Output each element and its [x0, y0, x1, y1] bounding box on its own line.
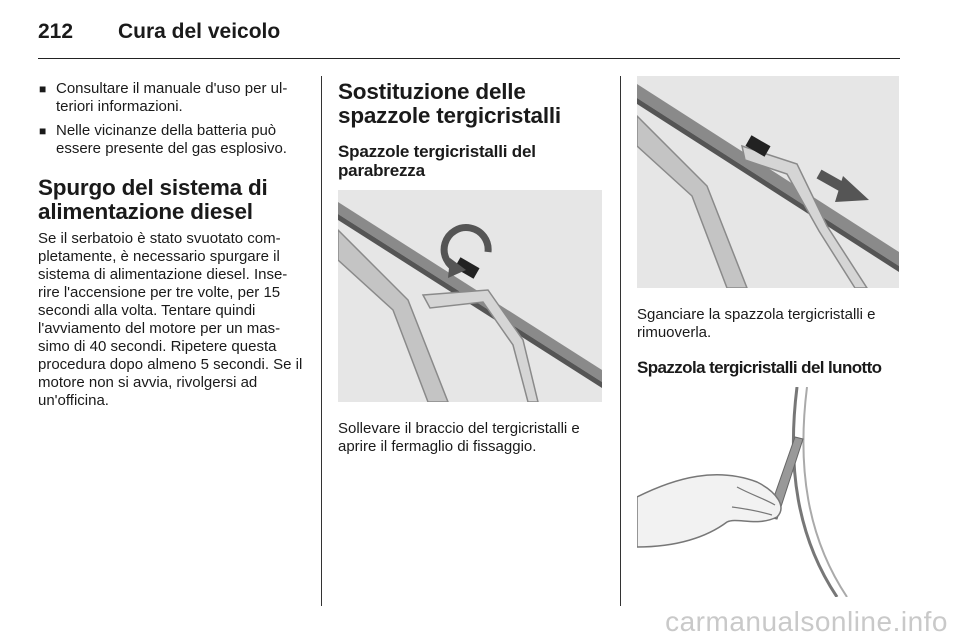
column-2 [338, 80, 604, 456]
column-divider [321, 76, 322, 606]
column-divider [620, 76, 621, 606]
figure-caption: Sganciare la spazzola tergicristalli e rimuoverla. [637, 306, 876, 341]
subsection-title-line: Spazzole tergicristalli del [338, 142, 536, 161]
list-item [38, 122, 304, 158]
column-3 [637, 80, 903, 597]
page-header [38, 18, 900, 59]
section-title [38, 176, 304, 224]
chapter-title: Cura del veicolo [118, 20, 281, 43]
wiper-lift-illustration [338, 190, 602, 402]
list-item [38, 80, 304, 116]
section-title-line: alimentazione diesel [38, 199, 253, 224]
list-item-text: Consultare il manuale d'uso per ul-teriori informazioni. [56, 80, 288, 115]
subsection-title-line: parabrezza [338, 161, 425, 180]
bullet-icon: ■ [39, 124, 47, 138]
figure-caption: Sollevare il braccio del tergicristalli e aprire il fermaglio di fissaggio. [338, 420, 580, 455]
body-paragraph: Se il serbatoio è stato svuotato com-pletamente, è necessario spurgare il sistema di alimentazione diesel. Inse-rire l'accensione per tre volte, per 15 secondi alla volta. Tentare quindi l'avviamento del motore per un mas-simo di 40 secondi. Ripetere questa procedura dopo almeno 5 secondi. Se il motore non si avvia, rivolgersi ad un'officina. [38, 230, 303, 409]
subsection-title [338, 142, 604, 180]
rear-wiper-illustration [637, 387, 899, 597]
section-title-line: spazzole tergicristalli [338, 103, 561, 128]
column-1 [38, 80, 304, 410]
section-title [338, 80, 604, 128]
list-item-text: Nelle vicinanze della batteria può essere presente del gas esplosivo. [56, 122, 287, 157]
page-number: 212 [38, 20, 74, 43]
section-title-line: Spurgo del sistema di [38, 175, 268, 200]
bullet-list [38, 80, 304, 158]
bullet-icon: ■ [39, 82, 47, 96]
section-title-line: Sostituzione delle [338, 79, 526, 104]
wiper-removal-illustration [637, 76, 899, 288]
subsection-title: Spazzola tergicristalli del lunotto [637, 358, 882, 377]
watermark-text: carmanualsonline.info [665, 606, 948, 637]
